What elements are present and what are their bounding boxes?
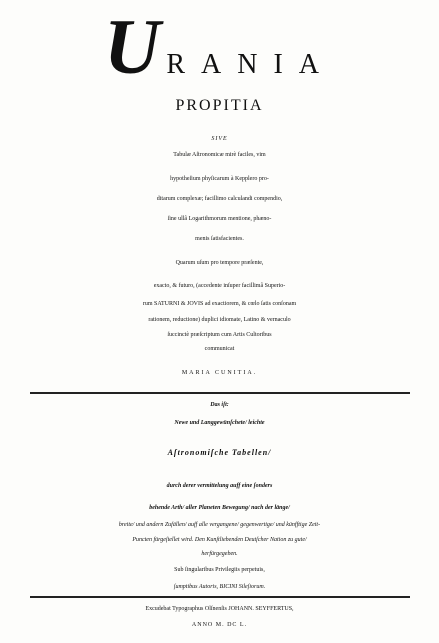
- divider-rule-bottom: [30, 596, 410, 598]
- latin-subtitle-line-2: hypotheſium phyſicarum à Kepplero pro-: [170, 176, 269, 182]
- initial-letter-u: U: [103, 3, 167, 90]
- latin-subtitle-line-3: ditarum complexæ; facillimo calculandi compendio,: [156, 196, 283, 202]
- german-subtitle-line-7: herfürgegeben.: [201, 551, 238, 557]
- latin-subtitle-line-5: menis ſatisfacientes.: [195, 236, 244, 242]
- german-title: Aſtronomiſche Tabellen/: [167, 448, 272, 457]
- german-subtitle-line-6: Puncten fürgeſtellet wird. Den Kunſtliebenden Deutſcher Nation zu gute/: [132, 537, 307, 543]
- imprint-printer: Excudebat Typographus Olſnenſis JOHANN. SEYFFERTUS,: [145, 606, 294, 612]
- latin-subtitle-line-8: rum SATURNI & JOVIS ad exactiorem, & cœlo ſatis conſonam: [142, 301, 297, 307]
- latin-subtitle-line-10: ſuccinctè præſcriptum cum Artis Cultoribus: [167, 332, 272, 338]
- latin-subtitle-line-4: ſine ullâ Logarithmorum mentione, phæno-: [167, 216, 272, 222]
- latin-subtitle-line-7: exacto, & futuro, (accedente inſuper facillimâ Superio-: [153, 283, 286, 289]
- latin-subtitle-line-11: communicat: [204, 346, 235, 352]
- main-title-propitia: PROPITIA: [175, 97, 264, 114]
- author-name: MARIA CUNITIA.: [181, 370, 258, 376]
- imprint-year: ANNO M. DC L.: [191, 622, 248, 628]
- das-ist-label: Das iſt:: [210, 402, 229, 408]
- privilege-line-2: ſumptibus Autoris, BICINI Sileſiorum.: [173, 584, 266, 590]
- sive-conjunction: SIVE: [211, 136, 228, 142]
- german-subtitle-line-5: breite/ und andern Zufällen/ auff alle vergangene/ gegenwertige/ und künfftige Zeit-: [118, 522, 321, 528]
- latin-subtitle-line-6: Quarum uſum pro tempore præſente,: [175, 260, 264, 266]
- latin-subtitle-line-9: rationem, reductione) duplici idiomate, Latino & vernaculo: [148, 317, 291, 323]
- title-urania-rest: RANIA: [166, 49, 335, 80]
- latin-subtitle-line-1: Tabulæ Aſtronomicæ mirè faciles, vim: [173, 152, 266, 158]
- privilege-line-1: Sub ſingularibus Privilegiis perpetuis,: [174, 567, 265, 573]
- german-subtitle-line-1: Newe und Langgewünſchete/ leichte: [174, 420, 265, 426]
- german-subtitle-line-3: durch derer vermittelung auff eine ſonders: [166, 483, 273, 489]
- divider-rule-top: [30, 392, 410, 394]
- german-subtitle-line-4: behende Arth/ aller Planeten Bewegung/ nach der länge/: [149, 505, 290, 511]
